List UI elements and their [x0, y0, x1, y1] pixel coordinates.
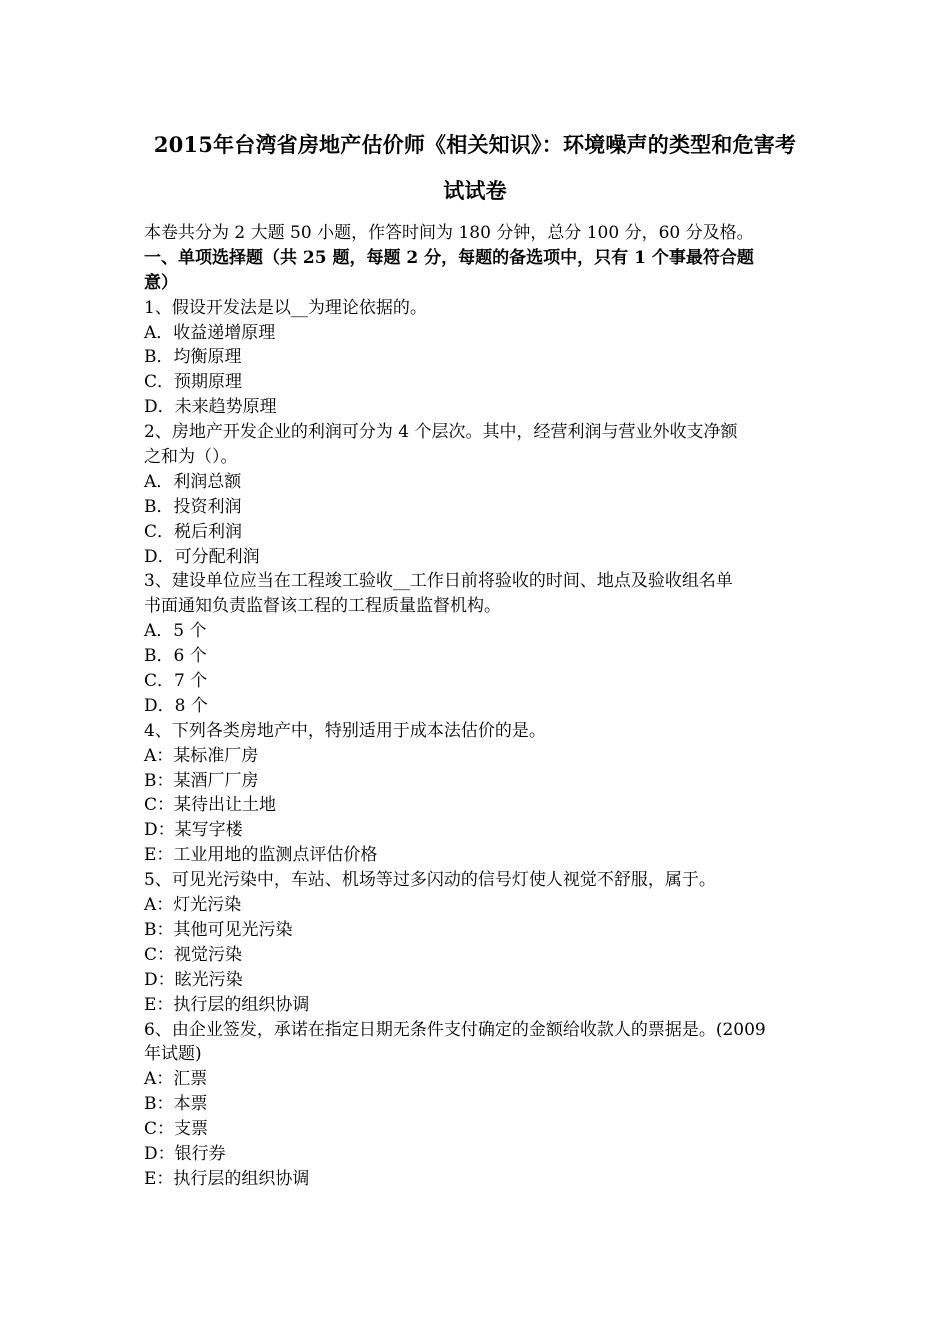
question-5: 5、可见光污染中，车站、机场等过多闪动的信号灯使人视觉不舒服，属于。	[144, 870, 716, 891]
question-3-option-a: A．5 个	[144, 621, 207, 642]
question-2-line-2: 之和为（）。	[144, 447, 238, 468]
question-2-option-b: B．投资利润	[144, 496, 242, 517]
question-4-option-b: B：某酒厂厂房	[144, 770, 259, 791]
question-1-option-d: D．未来趋势原理	[144, 397, 277, 418]
question-4-option-e: E：工业用地的监测点评估价格	[144, 845, 378, 866]
question-6-option-c: C：支票	[144, 1119, 209, 1140]
document-body	[144, 221, 808, 1192]
question-1-option-c: C．预期原理	[144, 372, 243, 393]
question-4-option-d: D：某写字楼	[144, 820, 243, 841]
question-4-option-c: C：某待出让土地	[144, 795, 277, 816]
question-4: 4、下列各类房地产中，特别适用于成本法估价的是。	[144, 720, 546, 741]
question-2-option-d: D．可分配利润	[144, 546, 260, 567]
question-3-line-1: 3、建设单位应当在工程竣工验收__工作日前将验收的时间、地点及验收组名单	[144, 571, 733, 592]
question-5-option-b: B：其他可见光污染	[144, 919, 293, 940]
question-5-option-a: A：灯光污染	[144, 895, 242, 916]
question-3-option-d: D．8 个	[144, 695, 208, 716]
question-6-line-1: 6、由企业签发，承诺在指定日期无条件支付确定的金额给收款人的票据是。(2009	[144, 1019, 766, 1040]
title-line-2: 试试卷	[443, 178, 507, 203]
title-line-1: 2015年台湾省房地产估价师《相关知识》：环境噪声的类型和危害考	[153, 132, 797, 157]
question-5-option-d: D：眩光污染	[144, 969, 243, 990]
question-2-option-a: A．利润总额	[144, 471, 242, 492]
question-5-option-c: C：视觉污染	[144, 944, 243, 965]
question-1: 1、假设开发法是以__为理论依据的。	[144, 297, 427, 318]
section-heading-line-1: 一、单项选择题（共 25 题，每题 2 分，每题的备选项中，只有 1 个事最符合题	[144, 247, 754, 268]
question-6-option-e: E：执行层的组织协调	[144, 1168, 310, 1189]
question-6-option-d: D：银行券	[144, 1143, 226, 1164]
exam-intro: 本卷共分为 2 大题 50 小题，作答时间为 180 分钟，总分 100 分，60 分及格。	[144, 223, 754, 243]
question-1-option-a: A．收益递增原理	[144, 322, 276, 343]
section-heading-line-2: 意）	[144, 272, 178, 293]
question-1-option-b: B．均衡原理	[144, 347, 242, 368]
question-2-option-c: C．税后利润	[144, 521, 243, 542]
question-4-option-a: A：某标准厂房	[144, 745, 259, 766]
question-2-line-1: 2、房地产开发企业的利润可分为 4 个层次。其中，经营利润与营业外收支净额	[144, 422, 738, 443]
question-3-option-b: B．6 个	[144, 646, 207, 667]
question-3-option-c: C．7 个	[144, 671, 208, 692]
question-5-option-e: E：执行层的组织协调	[144, 994, 310, 1015]
question-6-line-2: 年试题)	[144, 1044, 202, 1065]
question-3-line-2: 书面通知负责监督该工程的工程质量监督机构。	[144, 596, 501, 617]
document-title	[130, 122, 820, 214]
question-6-option-b: B：本票	[144, 1094, 208, 1115]
question-6-option-a: A：汇票	[144, 1069, 208, 1090]
